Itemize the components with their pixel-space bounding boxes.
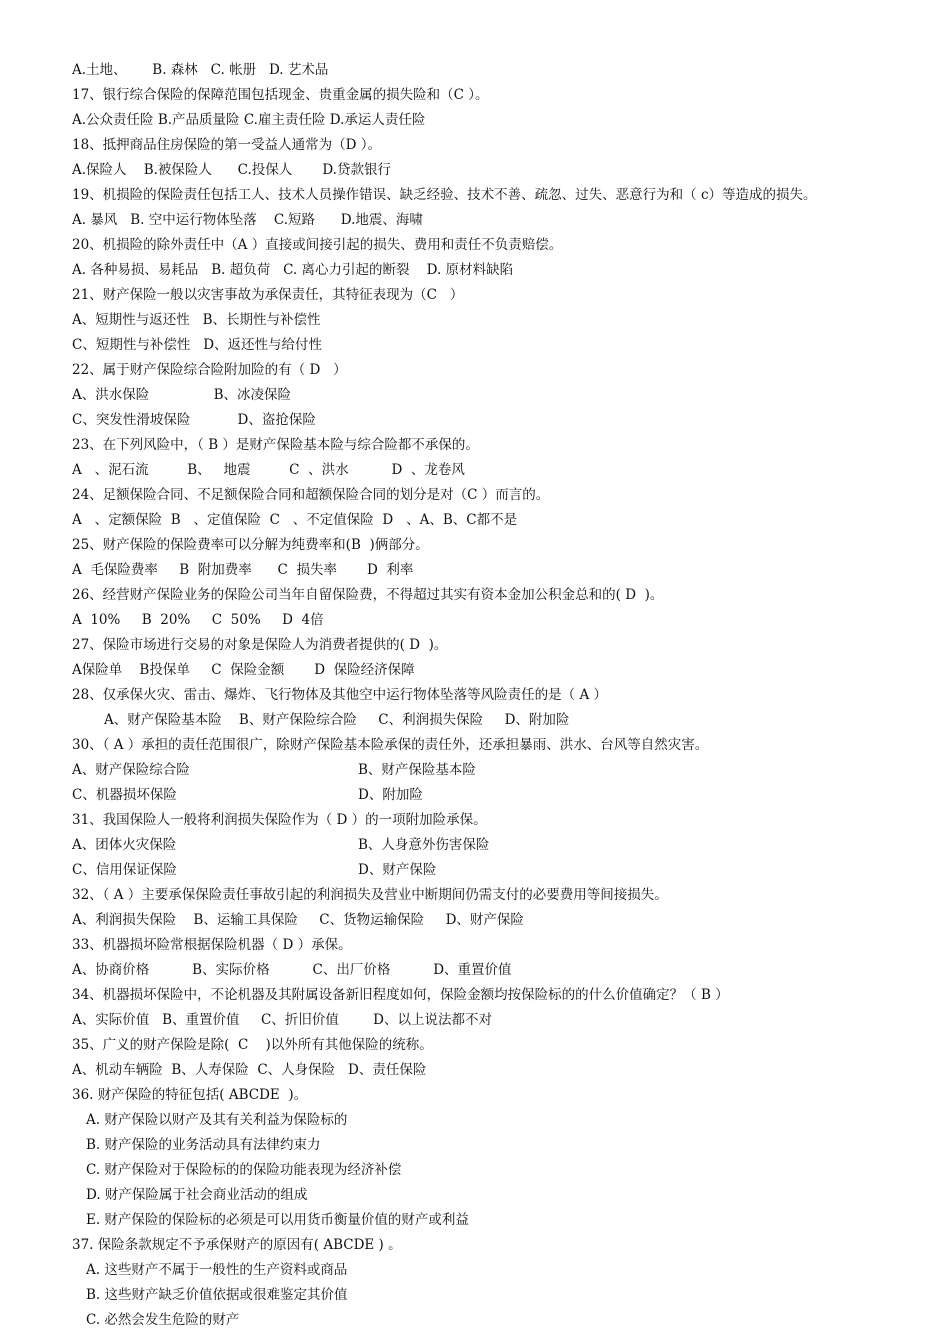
q36-stem: 36. 财产保险的特征包括( ABCDE )。 xyxy=(72,1087,308,1103)
q17-stem: 17、银行综合保险的保障范围包括现金、贵重金属的损失险和（C ）。 xyxy=(72,87,489,103)
q37-option-b: B. 这些财产缺乏价值依据或很难鉴定其价值 xyxy=(86,1287,348,1303)
q28-options: A、财产保险基本险 B、财产保险综合险 C、利润损失保险 D、附加险 xyxy=(104,712,570,728)
q25-options: A 毛保险费率 B 附加费率 C 损失率 D 利率 xyxy=(72,562,414,578)
q30-options-cd xyxy=(72,786,423,804)
q19-options: A. 暴风 B. 空中运行物体坠落 C.短路 D.地震、海啸 xyxy=(72,212,423,228)
q37-stem: 37. 保险条款规定不予承保财产的原因有( ABCDE ) 。 xyxy=(72,1237,402,1253)
q21-options-ab: A、短期性与返还性 B、长期性与补偿性 xyxy=(72,312,321,328)
q35-stem: 35、广义的财产保险是除( C )以外所有其他保险的统称。 xyxy=(72,1037,433,1053)
q22-stem: 22、属于财产保险综合险附加险的有（ D ） xyxy=(72,362,347,378)
q31-option-d: D、财产保险 xyxy=(358,862,437,878)
q34-stem: 34、机器损坏保险中，不论机器及其附属设备新旧程度如何，保险金额均按保险标的的什么价值确定？（ B ） xyxy=(72,987,729,1003)
q21-options-cd: C、短期性与补偿性 D、返还性与给付性 xyxy=(72,337,323,353)
q36-option-a: A. 财产保险以财产及其有关利益为保险标的 xyxy=(86,1112,348,1128)
q30-options-ab xyxy=(72,761,476,779)
q36-option-d: D. 财产保险属于社会商业活动的组成 xyxy=(86,1187,308,1203)
q30-option-b: B、财产保险基本险 xyxy=(358,762,476,778)
q35-options: A、机动车辆险 B、人寿保险 C、人身保险 D、责任保险 xyxy=(72,1062,427,1078)
q37-option-c: C. 必然会发生危险的财产 xyxy=(86,1312,240,1328)
q31-options-cd xyxy=(72,861,437,879)
q26-options: A 10% B 20% C 50% D 4倍 xyxy=(72,612,324,628)
q18-stem: 18、抵押商品住房保险的第一受益人通常为（D ）。 xyxy=(72,137,382,153)
q20-stem: 20、机损险的除外责任中（A ）直接或间接引起的损失、费用和责任不负责赔偿。 xyxy=(72,237,563,253)
q33-stem: 33、机器损坏险常根据保险机器（ D ）承保。 xyxy=(72,937,352,953)
q17-options: A.公众责任险 B.产品质量险 C.雇主责任险 D.承运人责任险 xyxy=(72,112,426,128)
q31-stem: 31、我国保险人一般将利润损失保险作为（ D ）的一项附加险承保。 xyxy=(72,812,487,828)
q18-options: A.保险人 B.被保险人 C.投保人 D.贷款银行 xyxy=(72,162,391,178)
q32-stem: 32、（ A ）主要承保保险责任事故引起的利润损失及营业中断期间仍需支付的必要费用等间接损失。 xyxy=(72,887,668,903)
q37-option-a: A. 这些财产不属于一般性的生产资料或商品 xyxy=(86,1262,348,1278)
q31-option-a: A、团体火灾保险 xyxy=(72,837,177,853)
q26-stem: 26、经营财产保险业务的保险公司当年自留保险费，不得超过其实有资本金加公积金总和的( D )。 xyxy=(72,587,664,603)
q24-stem: 24、足额保险合同、不足额保险合同和超额保险合同的划分是对（C ）而言的。 xyxy=(72,487,550,503)
q22-options-cd: C、突发性滑坡保险 D、盗抢保险 xyxy=(72,412,316,428)
q32-options: A、利润损失保险 B、运输工具保险 C、货物运输保险 D、财产保险 xyxy=(72,912,524,928)
q22-options-ab: A、洪水保险 B、冰凌保险 xyxy=(72,387,292,403)
q25-stem: 25、财产保险的保险费率可以分解为纯费率和(B )俩部分。 xyxy=(72,537,429,553)
q28-stem: 28、仅承保火灾、雷击、爆炸、飞行物体及其他空中运行物体坠落等风险责任的是（ A ） xyxy=(72,687,608,703)
q36-option-b: B. 财产保险的业务活动具有法律约束力 xyxy=(86,1137,321,1153)
q24-options: A 、定额保险 B 、定值保险 C 、不定值保险 D 、A、B、C都不是 xyxy=(72,512,518,528)
q23-options: A 、泥石流 B、 地震 C 、洪水 D 、龙卷风 xyxy=(72,462,465,478)
q31-options-ab xyxy=(72,836,490,854)
q20-options: A. 各种易损、易耗品 B. 超负荷 C. 离心力引起的断裂 D. 原材料缺陷 xyxy=(72,262,514,278)
q27-stem: 27、保险市场进行交易的对象是保险人为消费者提供的( D )。 xyxy=(72,637,448,653)
q33-options: A、协商价格 B、实际价格 C、出厂价格 D、重置价值 xyxy=(72,962,512,978)
q30-option-c: C、机器损坏保险 xyxy=(72,787,177,803)
q23-stem: 23、在下列风险中，（ B ）是财产保险基本险与综合险都不承保的。 xyxy=(72,437,479,453)
q16-options: A.土地、 B. 森林 C. 帐册 D. 艺术品 xyxy=(72,62,329,78)
q19-stem: 19、机损险的保险责任包括工人、技术人员操作错误、缺乏经验、技术不善、疏忽、过失、恶意行为和（ c）等造成的损失。 xyxy=(72,187,817,203)
q31-option-b: B、人身意外伤害保险 xyxy=(358,837,490,853)
q30-option-a: A、财产保险综合险 xyxy=(72,762,190,778)
q36-option-e: E. 财产保险的保险标的必须是可以用货币衡量价值的财产或利益 xyxy=(86,1212,469,1228)
q31-option-c: C、信用保证保险 xyxy=(72,862,177,878)
q21-stem: 21、财产保险一般以灾害事故为承保责任，其特征表现为（C ） xyxy=(72,287,464,303)
q30-stem: 30、（ A ）承担的责任范围很广，除财产保险基本险承保的责任外，还承担暴雨、洪水、台风等自然灾害。 xyxy=(72,737,709,753)
q30-option-d: D、附加险 xyxy=(358,787,423,803)
q27-options: A保险单 B投保单 C 保险金额 D 保险经济保障 xyxy=(72,662,415,678)
q36-option-c: C. 财产保险对于保险标的的保险功能表现为经济补偿 xyxy=(86,1162,402,1178)
q34-options: A、实际价值 B、重置价值 C、折旧价值 D、以上说法都不对 xyxy=(72,1012,492,1028)
